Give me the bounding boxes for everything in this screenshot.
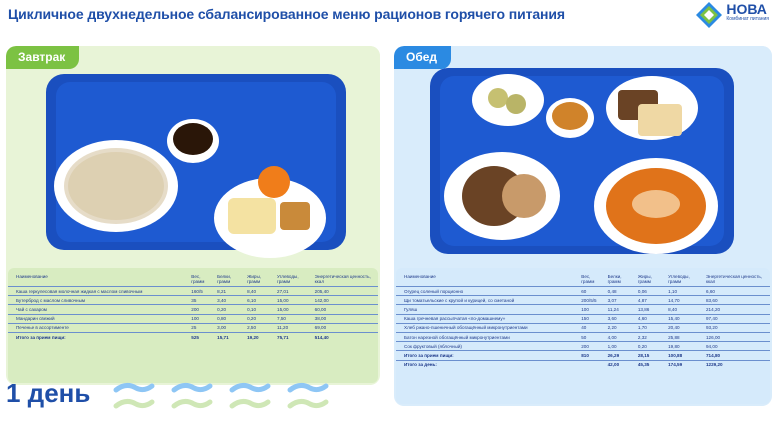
logo xyxy=(696,2,769,28)
table-cell: 93,20 xyxy=(704,323,770,332)
table-row xyxy=(8,323,378,332)
table-cell: 150 xyxy=(579,314,605,323)
column-header: Углеводы, грамм xyxy=(668,274,690,284)
table-cell: 3,00 xyxy=(215,323,245,332)
lunch-table-box xyxy=(396,268,770,404)
table-cell: 6,10 xyxy=(245,296,275,305)
table-cell: 15,71 xyxy=(215,332,245,341)
table-row xyxy=(8,296,378,305)
table-cell: 160/5 xyxy=(189,287,215,296)
breakfast-tray-image xyxy=(6,46,380,264)
table-cell: 714,80 xyxy=(704,351,770,360)
table-cell: 14,70 xyxy=(666,296,704,305)
table-cell: 42,00 xyxy=(606,360,636,369)
table-cell: 11,24 xyxy=(606,305,636,314)
table-total-row xyxy=(8,332,378,341)
table-cell: 26,29 xyxy=(606,351,636,360)
table-row xyxy=(396,332,770,341)
table-header xyxy=(396,272,770,287)
table-cell: 97,40 xyxy=(704,314,770,323)
table-cell: 25,88 xyxy=(666,332,704,341)
table-cell: 525 xyxy=(189,332,215,341)
table-cell: 205,40 xyxy=(313,287,378,296)
table-row xyxy=(8,287,378,296)
table-cell: 19,80 xyxy=(666,342,704,351)
table-cell: 100 xyxy=(189,314,215,323)
table-cell: Каша геркулесовая молочная жидкая с маслом сливочным xyxy=(8,287,189,296)
table-cell: 4,60 xyxy=(636,314,666,323)
table-cell: Итого за прием пищи: xyxy=(396,351,579,360)
table-total-row xyxy=(396,351,770,360)
table-cell: Огурец соленый порционно xyxy=(396,287,579,296)
table-cell: 0,20 xyxy=(636,342,666,351)
table-cell: 8,40 xyxy=(245,287,275,296)
column-header: Наименование xyxy=(16,274,48,279)
column-header: Вес, грамм xyxy=(191,274,205,284)
table-cell: 214,20 xyxy=(704,305,770,314)
table-cell: 19,20 xyxy=(245,332,275,341)
table-cell: 126,00 xyxy=(704,332,770,341)
column-header: Вес, грамм xyxy=(581,274,595,284)
table-cell: 15,40 xyxy=(666,314,704,323)
table-cell: 4,00 xyxy=(606,332,636,341)
table-cell: 15,00 xyxy=(275,296,313,305)
table-cell: 11,20 xyxy=(275,323,313,332)
day-label: 1 день xyxy=(6,378,91,408)
table-cell: 4,87 xyxy=(636,296,666,305)
table-cell: Мандарин свежий xyxy=(8,314,189,323)
table-cell: 514,40 xyxy=(313,332,378,341)
table-cell: Бутерброд с маслом сливочным xyxy=(8,296,189,305)
table-cell: 83,60 xyxy=(704,296,770,305)
table-cell: Батон нарезной обогащённый микронутриентами xyxy=(396,332,579,341)
table-cell: 1,70 xyxy=(636,323,666,332)
breakfast-panel xyxy=(6,46,380,385)
table-cell: 45,35 xyxy=(636,360,666,369)
table-cell: 38,00 xyxy=(313,314,378,323)
table-cell: 1,10 xyxy=(666,287,704,296)
table-cell: 200 xyxy=(189,305,215,314)
table-cell: 2,32 xyxy=(636,332,666,341)
table-cell: 13,86 xyxy=(636,305,666,314)
table-row xyxy=(396,296,770,305)
table-cell: 3,60 xyxy=(606,314,636,323)
table-cell: 200/5/5 xyxy=(579,296,605,305)
table-cell: 174,59 xyxy=(666,360,704,369)
table-cell: Сок фруктовый (яблочный) xyxy=(396,342,579,351)
column-header: Углеводы, грамм xyxy=(277,274,299,284)
table-cell: Гуляш xyxy=(396,305,579,314)
table-cell: 75,71 xyxy=(275,332,313,341)
logo-mark-icon xyxy=(696,2,722,28)
table-header xyxy=(8,272,378,287)
table-cell: 200 xyxy=(579,342,605,351)
column-header: Белки, грамм xyxy=(217,274,232,284)
table-row xyxy=(396,305,770,314)
table-cell: 142,00 xyxy=(313,296,378,305)
table-cell: 40 xyxy=(579,323,605,332)
table-row xyxy=(396,323,770,332)
table-cell: 50 xyxy=(579,332,605,341)
table-cell: Щи томатьельские с крупой и курицей, со сметаной xyxy=(396,296,579,305)
table-cell: 94,00 xyxy=(704,342,770,351)
table-cell: 0,20 xyxy=(215,305,245,314)
table-cell: 8,21 xyxy=(215,287,245,296)
table-cell: 15,00 xyxy=(275,305,313,314)
lunch-photo xyxy=(394,46,772,264)
breakfast-tag: Завтрак xyxy=(6,46,79,69)
table-cell: 25 xyxy=(189,323,215,332)
table-cell: 60,00 xyxy=(313,305,378,314)
table-cell: Итого за прием пищи: xyxy=(8,332,189,341)
table-cell xyxy=(579,360,605,369)
table-cell: 0,06 xyxy=(636,287,666,296)
column-header: Жиры, грамм xyxy=(637,274,652,284)
column-header: Энергетическая ценность, ккал xyxy=(706,274,763,284)
table-cell: 1,00 xyxy=(606,342,636,351)
table-cell: 0,10 xyxy=(245,305,275,314)
table-row xyxy=(396,287,770,296)
lunch-table xyxy=(396,272,770,369)
table-cell: 0,20 xyxy=(245,314,275,323)
lunch-tag: Обед xyxy=(394,46,451,69)
breakfast-table-box xyxy=(8,268,378,383)
table-cell: Печенье в ассортименте xyxy=(8,323,189,332)
lunch-tray-image xyxy=(394,46,772,264)
column-header: Жиры, грамм xyxy=(247,274,262,284)
table-cell: 2,20 xyxy=(606,323,636,332)
table-cell: 100,88 xyxy=(666,351,704,360)
table-cell: Итого за день: xyxy=(396,360,579,369)
lunch-panel xyxy=(394,46,772,406)
table-cell: 100 xyxy=(579,305,605,314)
table-cell: 35 xyxy=(189,296,215,305)
breakfast-table xyxy=(8,272,378,341)
logo-word: НОВА xyxy=(726,1,767,17)
table-cell: Чай с сахаром xyxy=(8,305,189,314)
table-row xyxy=(396,342,770,351)
column-header: Энергетическая ценность, ккал xyxy=(314,274,371,284)
table-cell: 60 xyxy=(579,287,605,296)
table-cell: 3,07 xyxy=(606,296,636,305)
table-cell: 27,01 xyxy=(275,287,313,296)
table-cell: 810 xyxy=(579,351,605,360)
table-row xyxy=(8,314,378,323)
table-cell: 6,60 xyxy=(704,287,770,296)
table-cell: 20,40 xyxy=(666,323,704,332)
table-cell: 2,50 xyxy=(245,323,275,332)
column-header: Белки, грамм xyxy=(607,274,622,284)
table-cell: Каша гречневая рассыпчатая «по-домашнему» xyxy=(396,314,579,323)
breakfast-photo xyxy=(6,46,380,264)
table-cell: 1229,20 xyxy=(704,360,770,369)
table-cell: 8,40 xyxy=(666,305,704,314)
column-header: Наименование xyxy=(404,274,436,279)
table-cell: Хлеб ржано-пшеничный обогащённый микронутриентами xyxy=(396,323,579,332)
table-row xyxy=(396,314,770,323)
table-cell: 3,40 xyxy=(215,296,245,305)
table-row xyxy=(8,305,378,314)
table-cell: 28,15 xyxy=(636,351,666,360)
page-title: Цикличное двухнедельное сбалансированное меню рационов горячего питания xyxy=(8,6,565,22)
table-day-total-row xyxy=(396,360,770,369)
table-cell: 69,00 xyxy=(313,323,378,332)
wave-row-decoration-icon xyxy=(108,380,380,416)
table-cell: 0,80 xyxy=(215,314,245,323)
logo-sub: Комбинат питания xyxy=(726,16,769,22)
table-cell: 0,48 xyxy=(606,287,636,296)
table-cell: 7,50 xyxy=(275,314,313,323)
